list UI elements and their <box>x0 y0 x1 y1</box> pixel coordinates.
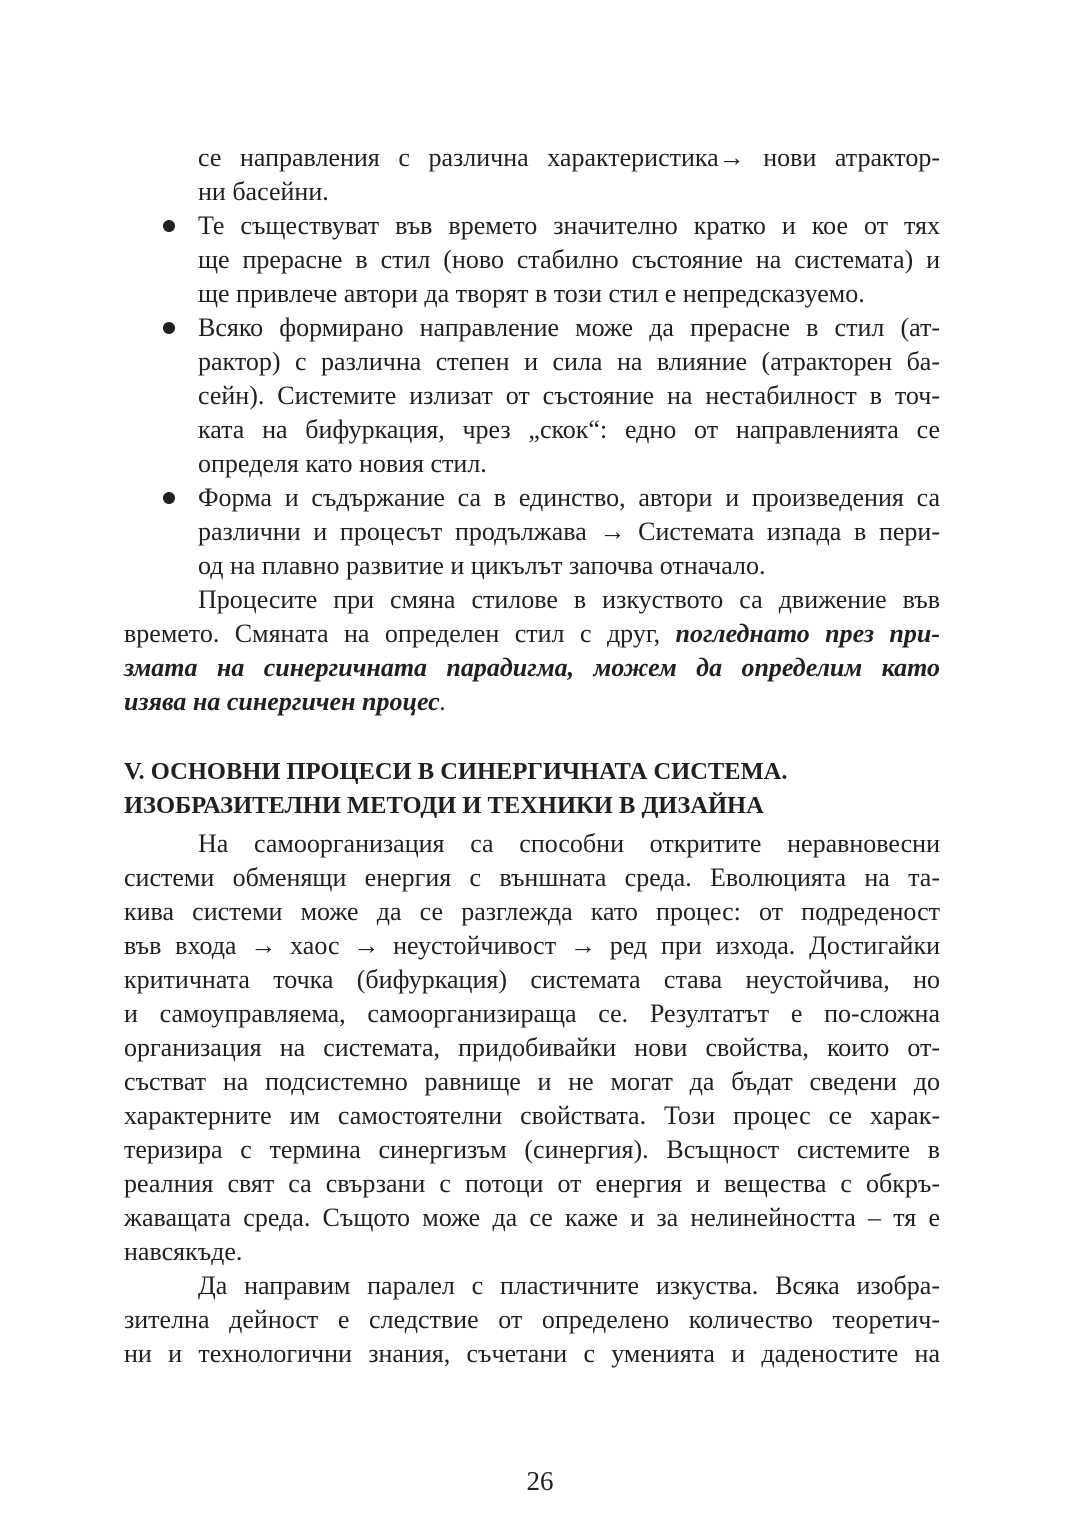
text-line: организация на системата, придобивайки нови свойства, които от- <box>124 1033 940 1062</box>
text-line: във входа → хаос → неустойчивост → ред при изхода. Достигайки <box>124 931 940 960</box>
text-line: На самоорганизация са способни откритите неравновесни <box>198 829 940 858</box>
text-line: състват на подсистемно равнище и не могат да бъдат сведени до <box>124 1067 940 1096</box>
text-line: од на плавно развитие и цикълът започва отначало. <box>198 551 766 580</box>
section-heading: ИЗОБРАЗИТЕЛНИ МЕТОДИ И ТЕХНИКИ В ДИЗАЙНА <box>124 792 764 819</box>
text-line: се направления с различна характеристика→ нови атрактор- <box>198 143 940 172</box>
text-line: сейн). Системите излизат от състояние на нестабилност в точ- <box>198 381 940 410</box>
bullet-icon <box>163 492 175 504</box>
page-number: 26 <box>526 1466 554 1496</box>
section-heading: V. ОСНОВНИ ПРОЦЕСИ В СИНЕРГИЧНАТА СИСТЕМА. <box>124 758 788 785</box>
text-line: кива системи може да се разглежда като процес: от подреденост <box>124 897 940 926</box>
text-line: определя като новия стил. <box>198 449 487 478</box>
text-line: различни и процесът продължава → Системата изпада в пери- <box>198 517 940 546</box>
text-line: ката на бифуркация, чрез „скок“: едно от направленията се <box>198 415 940 444</box>
text-line: реалния свят са свързани с потоци от енергия и вещества с обкръ- <box>124 1169 940 1198</box>
text-period: . <box>439 687 447 716</box>
text-line: зителна дейност е следствие от определено количество теоретич- <box>124 1305 940 1334</box>
text-line <box>124 617 940 651</box>
text-line: Те съществуват във времето значително кратко и кое от тях <box>198 211 940 240</box>
bullet-icon <box>163 220 175 232</box>
text-line: теризира с термина синергизъм (синергия). Всъщност системите в <box>124 1135 940 1164</box>
text-line: ни басейни. <box>198 177 329 206</box>
text-line <box>124 685 940 719</box>
text-line: рактор) с различна степен и сила на влияние (атракторен ба- <box>198 347 940 376</box>
text-line: Да направим паралел с пластичните изкуства. Всяка изобра- <box>198 1271 940 1300</box>
text-line: и самоуправляема, самоорганизираща се. Резултатът е по-сложна <box>124 999 940 1028</box>
text-line: Всяко формирано направление може да прерасне в стил (ат- <box>198 313 940 342</box>
text-line: критичната точка (бифуркация) системата става неустойчива, но <box>124 965 940 994</box>
text-bold-italic: погледнато през при- <box>675 619 941 648</box>
text-line: жаващата среда. Същото може да се каже и за нелинейността – тя е <box>124 1203 940 1232</box>
text-bold-italic: изява на синергичен процес <box>124 687 440 716</box>
text-line: змата на синергичната парадигма, можем да определим като <box>124 653 940 682</box>
text-line: ще привлече автори да творят в този стил е непредсказуемо. <box>198 279 865 308</box>
bullet-icon <box>163 322 175 334</box>
text-line: ще прерасне в стил (ново стабилно състояние на системата) и <box>198 245 940 274</box>
text-plain: времето. Смяната на определен стил с друг, <box>124 619 661 648</box>
text-line: Процесите при смяна стилове в изкуството са движение във <box>198 585 940 614</box>
text-line: Форма и съдържание са в единство, автори и произведения са <box>198 483 940 512</box>
text-line: навсякъде. <box>124 1237 243 1266</box>
text-line: ни и технологични знания, съчетани с уменията и даденостите на <box>124 1339 940 1368</box>
text-line: системи обменящи енергия с външната среда. Еволюцията на та- <box>124 863 940 892</box>
text-line: характерните им самостоятелни свойствата. Този процес се харак- <box>124 1101 940 1130</box>
